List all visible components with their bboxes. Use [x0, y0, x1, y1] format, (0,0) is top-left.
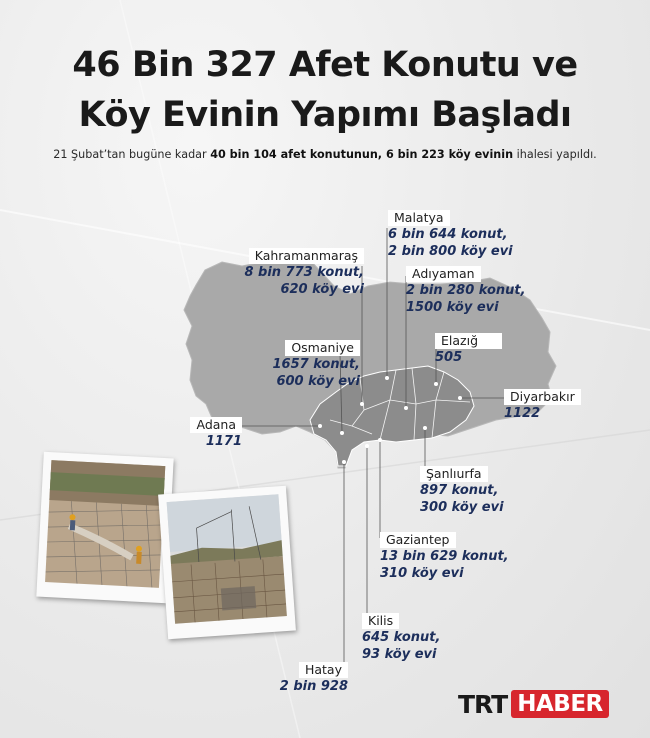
city-label-adiyaman	[406, 266, 526, 316]
city-label-kahramanmaras	[226, 248, 364, 298]
city-name-malatya: Malatya	[388, 210, 450, 226]
city-label-osmaniye	[240, 340, 360, 390]
city-name-sanliurfa: Şanlıurfa	[420, 466, 488, 482]
logo-brand: TRT	[458, 689, 508, 719]
city-value-kilis-2: 93 köy evi	[362, 647, 437, 662]
city-value-diyarbakir: 1122	[504, 406, 541, 421]
city-value-kahramanmaras-2: 620 köy evi	[280, 282, 364, 297]
logo-product: HABER	[511, 690, 609, 718]
subtitle-text-1: 21 Şubat’tan bugüne kadar	[53, 148, 211, 161]
city-name-kilis: Kilis	[362, 613, 399, 629]
city-name-diyarbakir: Diyarbakır	[504, 389, 581, 405]
city-value-sanliurfa-2: 300 köy evi	[420, 500, 504, 515]
city-label-hatay	[272, 662, 348, 695]
construction-photo-1	[36, 452, 173, 604]
city-value-kahramanmaras-1: 8 bin 773 konut,	[244, 265, 364, 280]
city-value-adana: 1171	[205, 434, 242, 449]
city-label-gaziantep	[380, 532, 509, 582]
city-value-adiyaman-1: 2 bin 280 konut,	[406, 283, 526, 298]
city-value-malatya-1: 6 bin 644 konut,	[388, 227, 508, 242]
subtitle-text-2: ihalesi yapıldı.	[513, 148, 597, 161]
city-value-hatay: 2 bin 928	[279, 679, 348, 694]
city-label-elazig	[435, 333, 502, 366]
city-value-gaziantep-1: 13 bin 629 konut,	[380, 549, 509, 564]
city-name-adiyaman: Adıyaman	[406, 266, 481, 282]
trt-haber-logo	[458, 688, 609, 720]
city-label-malatya	[388, 210, 513, 260]
title-line-1: 46 Bin 327 Afet Konutu ve	[72, 45, 578, 85]
construction-photo-2	[158, 486, 296, 640]
city-name-osmaniye: Osmaniye	[285, 340, 360, 356]
city-value-elazig: 505	[435, 350, 463, 365]
title-line-2: Köy Evinin Yapımı Başladı	[78, 95, 572, 135]
city-name-kahramanmaras: Kahramanmaraş	[249, 248, 364, 264]
city-value-osmaniye-1: 1657 konut,	[272, 357, 360, 372]
city-name-gaziantep: Gaziantep	[380, 532, 456, 548]
city-label-adana	[182, 417, 242, 450]
city-name-elazig: Elazığ	[435, 333, 502, 349]
city-label-kilis	[362, 613, 440, 663]
city-value-malatya-2: 2 bin 800 köy evi	[388, 244, 513, 259]
city-value-adiyaman-2: 1500 köy evi	[406, 300, 499, 315]
city-value-kilis-1: 645 konut,	[362, 630, 441, 645]
city-label-sanliurfa	[420, 466, 504, 516]
city-value-sanliurfa-1: 897 konut,	[420, 483, 499, 498]
city-name-adana: Adana	[190, 417, 242, 433]
city-value-osmaniye-2: 600 köy evi	[276, 374, 360, 389]
city-label-diyarbakir	[504, 389, 581, 422]
city-name-hatay: Hatay	[299, 662, 348, 678]
city-value-gaziantep-2: 310 köy evi	[380, 566, 464, 581]
subtitle-highlight: 40 bin 104 afet konutunun, 6 bin 223 köy evinin	[210, 148, 514, 161]
